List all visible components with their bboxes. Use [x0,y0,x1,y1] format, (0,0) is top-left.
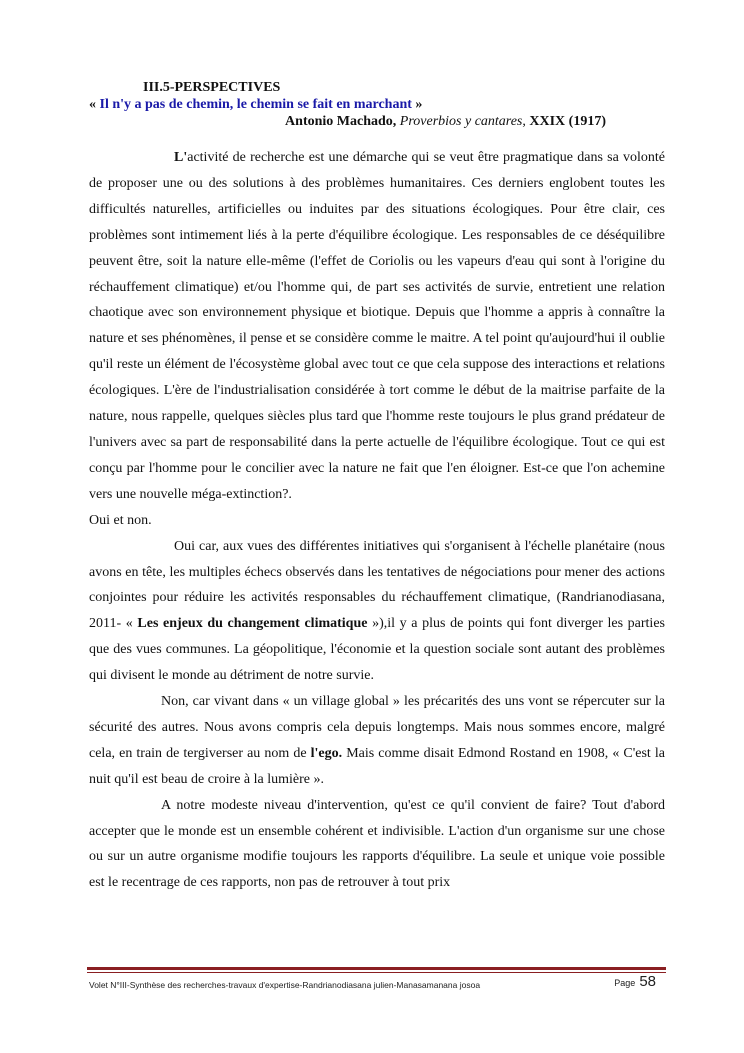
paragraph-3 [89,534,665,689]
attribution-author: Antonio Machado, [285,114,397,129]
paragraph-3-bold: Les enjeux du changement climatique [137,616,368,632]
paragraph-4-text-b: Mais comme disait Edmond Rostand en 1908, « C'est la nuit qu'il est beau de croire à la lumière ». [89,745,665,787]
attribution-year: XXIX (1917) [529,114,606,129]
paragraph-1-lead: L' [174,150,188,165]
paragraph-3-text-a: Oui car, aux vues des différentes initiatives qui s'organisent à l'échelle planétaire (nous avons en tête, les multiples échecs observés dans les tentatives de négociations pour mener des actions conjointes pour réduire les activités responsables du réchauffement climatique, (Randrianodiasana, 2011- « [89,538,665,632]
paragraph-4-text-a: Non, car vivant dans « un village global » les précarités des uns vont se répercuter sur la sécurité des autres. Nous avons compris cela depuis longtemps. Mais nous sommes encore, malgré cela, en train de tergiverser au nom de [89,694,665,761]
paragraph-4-bold: l'ego. [310,745,343,761]
epigraph [89,97,422,113]
paragraph-5: A notre modeste niveau d'intervention, qu'est ce qu'il convient de faire? Tout d'abord accepter que le monde est un ensemble cohérent et indivisible. L'action d'un organisme sur une chose ou sur un autre organisme modifie toujours les rapports d'équilibre. La seule et unique voie possible est le recentrage de ces rapports, non pas de retrouver à tout prix [89,797,665,891]
paragraph-1 [89,145,665,508]
body-text [89,145,665,896]
attribution-work: Proverbios y cantares [399,114,523,129]
footer-rule-thin [87,972,666,973]
paragraph-2: Oui et non. [89,512,152,528]
footer-text: Volet N°III-Synthèse des recherches-travaux d'expertise-Randrianodiasana julien-Manasamanana josoa [89,980,481,990]
page-number-block [614,973,656,991]
epigraph-open-quote: « [89,97,100,112]
paragraph-1-text: activité de recherche est une démarche qui se veut être pragmatique dans sa volonté de proposer une ou des solutions à des problèmes humanitaires. Ces derniers englobent toutes les difficultés naturelles, artificielles ou induites par des situations écologiques. Pour être clair, ces problèmes sont intimement liés à la perte d'équilibre écologique. Les responsables de ce déséquilibre peuvent être, soit la nature elle-même (l'effet de Coriolis ou les vapeurs d'eau qui sont à l'origine du réchauffement climatique) et/ou l'homme qui, de part ses activités de survie, entretient une relation chaotique avec son environnement physique et biotique. Depuis que l'homme a appris à connaître la nature et ses phénomènes, il pense et se considère comme le maitre. A tel point qu'aujourd'hui il oublie qu'il reste un élément de l'écosystème global avec tout ce que cela suppose des interactions et relations écologiques. L'ère de l'industrialisation considérée à tort comme le début de la maitrise parfaite de la nature, nous rappelle, quelques siècles plus tard que l'homme reste toujours le plus grand prédateur de l'univers avec sa part de responsabilité dans la perte actuelle de l'équilibre écologique. Tout ce qui est conçu par l'homme pour le concilier avec la nature ne fait que l'en éloigner. Est-ce que l'on achemine vers une nouvelle méga-extinction?. [89,150,665,502]
page-label: Page [614,978,636,988]
paragraph-4 [89,689,665,793]
epigraph-attribution: Antonio Machado, Proverbios y cantares, XXIX (1917) [285,114,606,129]
epigraph-text: Il n'y a pas de chemin, le chemin se fait en marchant [99,97,412,112]
footer-rule-thick [87,967,666,970]
paragraph-3-text-b: »),il y a plus de points qui font diverger les parties que des vues communes. La géopolitique, l'économie et la question sociale sont autant des problèmes qui divisent le monde au détriment de notre survie. [89,616,665,684]
epigraph-close-quote: » [411,97,423,112]
section-heading: III.5-PERSPECTIVES [143,80,281,95]
page-number: 58 [639,973,656,990]
